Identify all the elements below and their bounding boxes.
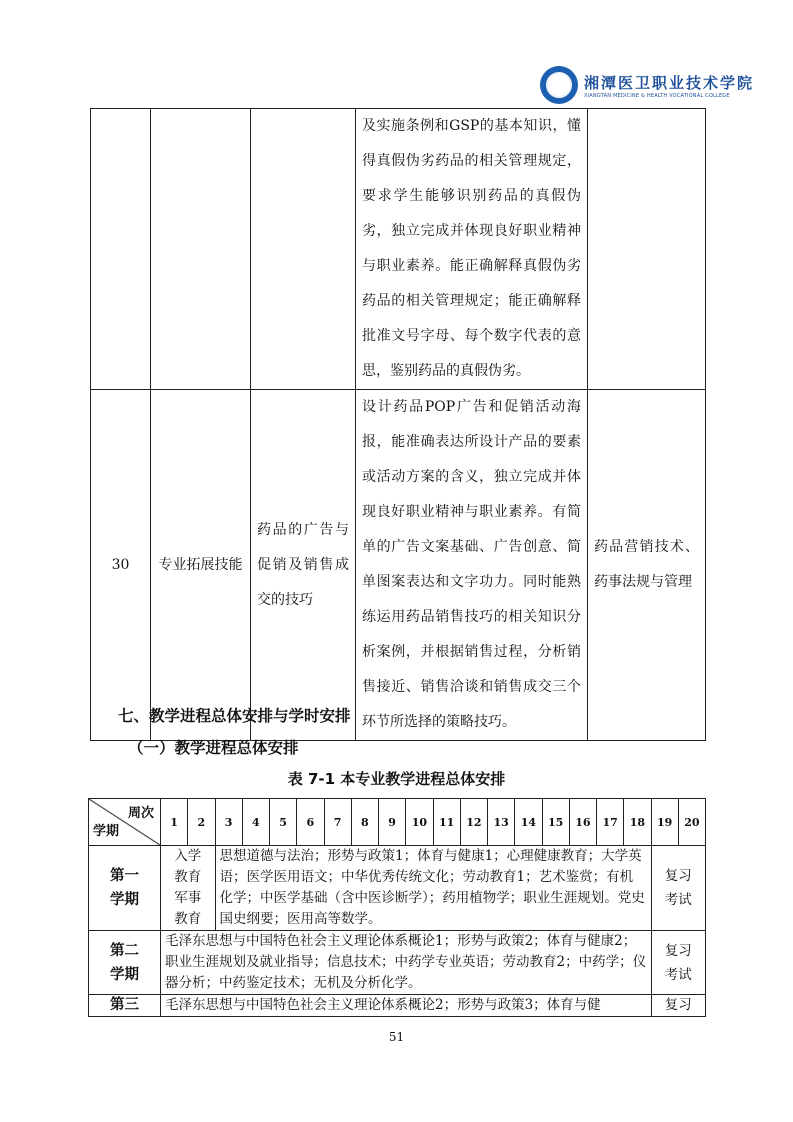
corner-term-label: 学期 — [93, 824, 120, 839]
row-number — [91, 109, 151, 390]
term-courses: 毛泽东思想与中国特色社会主义理论体系概论2；形势与政策3；体育与健 — [161, 995, 652, 1017]
skill-category — [151, 109, 251, 390]
term-name: 第二学期 — [89, 931, 161, 995]
skill-category: 专业拓展技能 — [151, 390, 251, 741]
skill-description: 设计药品POP广告和促销活动海报，能准确表达所设计产品的要素或活动方案的含义，独立完成并体现良好职业精神与职业素养。有简单的广告文案基础、广告创意、简单图案表达和文字功力。同时能熟练运用药品销售技巧的相关知识分析案例，并根据销售过程，分析销售接近、销售洽谈和销售成交三个环节所选择的策略技巧。 — [356, 390, 588, 741]
week-number: 3 — [215, 799, 242, 846]
week-number: 5 — [270, 799, 297, 846]
logo-english-name: XIANGTAN MEDICINE & HEALTH VOCATIONAL COLLEGE — [584, 92, 730, 99]
week-number: 12 — [460, 799, 487, 846]
college-logo — [540, 66, 754, 104]
week-number: 1 — [161, 799, 188, 846]
table-caption: 表 7-1 本专业教学进程总体安排 — [287, 770, 506, 788]
term-courses: 毛泽东思想与中国特色社会主义理论体系概论1；形势与政策2；体育与健康2；职业生涯规划及就业指导；信息技术；中药学专业英语；劳动教育2；中药学；仪器分析；中药鉴定技术；无机及分析化学。 — [161, 931, 652, 995]
week-number: 17 — [597, 799, 624, 846]
table-row — [91, 390, 706, 741]
college-seal-icon — [540, 66, 578, 104]
skill-item — [251, 109, 356, 390]
week-number: 18 — [624, 799, 651, 846]
week-number: 16 — [569, 799, 596, 846]
week-number: 20 — [678, 799, 705, 846]
subsection-heading: （一）教学进程总体安排 — [128, 739, 299, 757]
skill-item: 药品的广告与促销及销售成交的技巧 — [251, 390, 356, 741]
row-number: 30 — [91, 390, 151, 741]
schedule-table — [88, 798, 706, 1017]
week-number: 6 — [297, 799, 324, 846]
week-number: 8 — [351, 799, 378, 846]
review-exam-cell: 复习 — [651, 995, 706, 1017]
related-course: 药品营销技术、药事法规与管理 — [588, 390, 706, 741]
corner-week-label: 周次 — [127, 806, 154, 821]
term-name: 第三 — [89, 995, 161, 1017]
logo-chinese-name: 湘潭医卫职业技术学院 — [584, 73, 755, 92]
table-row — [89, 995, 706, 1017]
week-header-row — [89, 799, 706, 846]
skills-table — [90, 108, 706, 741]
table-row — [89, 846, 706, 931]
week-number: 7 — [324, 799, 351, 846]
week-number: 2 — [188, 799, 215, 846]
term-name: 第一学期 — [89, 846, 161, 931]
week-number: 9 — [379, 799, 406, 846]
page-number: 51 — [388, 1030, 405, 1044]
related-course — [588, 109, 706, 390]
table-row — [89, 931, 706, 995]
week-number: 19 — [651, 799, 678, 846]
week-number: 13 — [488, 799, 515, 846]
week-number: 14 — [515, 799, 542, 846]
review-exam-cell: 复习考试 — [651, 931, 706, 995]
orientation-cell: 入学教育军事教育 — [161, 846, 216, 931]
corner-cell — [89, 799, 161, 846]
review-exam-cell: 复习考试 — [651, 846, 706, 931]
term-courses: 思想道德与法治；形势与政策1；体育与健康1；心理健康教育；大学英语；医学医用语文；中华优秀传统文化；劳动教育1；艺术鉴赏；有机化学；中医学基础（含中医诊断学）；药用植物学；职业生涯规划。党史国史纲要；医用高等数学。 — [215, 846, 651, 931]
section-heading: 七、教学进程总体安排与学时安排 — [118, 707, 351, 725]
week-number: 15 — [542, 799, 569, 846]
week-number: 11 — [433, 799, 460, 846]
week-number: 4 — [242, 799, 269, 846]
table-row — [91, 109, 706, 390]
skill-description: 及实施条例和GSP的基本知识，懂得真假伪劣药品的相关管理规定，要求学生能够识别药品的真假伪劣，独立完成并体现良好职业精神与职业素养。能正确解释真假伪劣药品的相关管理规定；能正确解释批准文号字母、每个数字代表的意思，鉴别药品的真假伪劣。 — [356, 109, 588, 390]
week-number: 10 — [406, 799, 433, 846]
